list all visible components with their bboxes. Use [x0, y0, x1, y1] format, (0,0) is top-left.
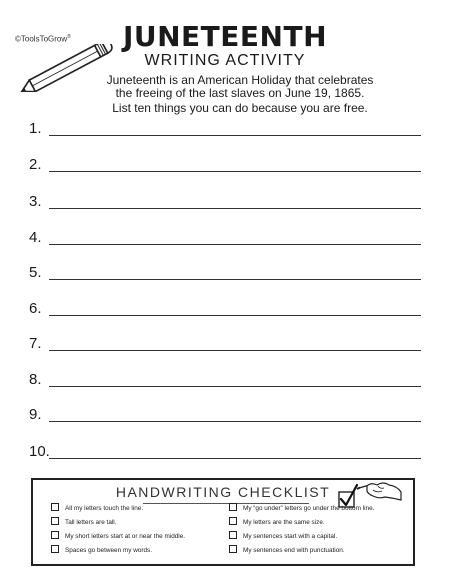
writing-line-7[interactable] [29, 336, 421, 352]
checkbox[interactable] [229, 531, 237, 539]
checklist-item-label: My letters are the same size. [243, 519, 325, 526]
writing-line-5[interactable] [29, 265, 421, 281]
checkbox[interactable] [51, 503, 59, 511]
answer-line[interactable] [49, 350, 421, 351]
checklist-title: HANDWRITING CHECKLIST [115, 484, 331, 500]
handwriting-checklist [31, 478, 415, 566]
checklist-item-label: All my letters touch the line. [65, 505, 144, 512]
checklist-item [51, 517, 117, 527]
line-number: 2. [29, 156, 42, 173]
intro-text [60, 74, 420, 100]
answer-line[interactable] [49, 171, 421, 172]
line-number: 5. [29, 264, 42, 281]
copyright-text: ©ToolsToGrow [15, 34, 68, 44]
answer-line[interactable] [49, 386, 421, 387]
writing-line-10[interactable] [29, 444, 421, 460]
answer-line[interactable] [49, 279, 421, 280]
instruction-text: List ten things you can do because you are free. [112, 101, 368, 115]
registered-mark: ® [67, 34, 71, 40]
writing-line-3[interactable] [29, 194, 421, 210]
checklist-item [51, 531, 185, 541]
answer-line[interactable] [49, 458, 421, 459]
writing-line-9[interactable] [29, 407, 421, 423]
page-title: JUNETEENTH [122, 20, 328, 53]
checklist-item [229, 531, 337, 541]
intro-line-2: the freeing of the last slaves on June 19, 1865. [115, 86, 365, 100]
checkbox[interactable] [229, 545, 237, 553]
answer-line[interactable] [49, 135, 421, 136]
line-number: 8. [29, 371, 42, 388]
checklist-item-label: Spaces go between my words. [65, 547, 153, 554]
checklist-item-label: My sentences end with punctuation. [243, 547, 345, 554]
line-number: 1. [29, 120, 42, 137]
checklist-item-label: My “go under” letters go under the bottom line. [243, 505, 375, 512]
checkbox[interactable] [229, 503, 237, 511]
checkbox[interactable] [229, 517, 237, 525]
writing-line-4[interactable] [29, 230, 421, 246]
checklist-item-label: Tall letters are tall. [65, 519, 117, 526]
line-number: 3. [29, 193, 42, 210]
checklist-item [51, 503, 143, 513]
answer-line[interactable] [49, 315, 421, 316]
answer-line[interactable] [49, 208, 421, 209]
checkbox[interactable] [51, 545, 59, 553]
writing-line-6[interactable] [29, 301, 421, 317]
writing-line-8[interactable] [29, 372, 421, 388]
answer-line[interactable] [49, 244, 421, 245]
line-number: 9. [29, 406, 42, 423]
intro-line-1: Juneteenth is an American Holiday that celebrates [106, 73, 374, 87]
writing-line-1[interactable] [29, 121, 421, 137]
checklist-item [229, 545, 345, 555]
checklist-item-label: My short letters start at or near the middle. [65, 533, 186, 540]
line-number: 4. [29, 229, 42, 246]
checkbox[interactable] [51, 531, 59, 539]
line-number: 6. [29, 300, 42, 317]
checklist-item [229, 503, 374, 513]
answer-line[interactable] [49, 421, 421, 422]
writing-line-2[interactable] [29, 157, 421, 173]
checkbox[interactable] [51, 517, 59, 525]
checklist-item [51, 545, 152, 555]
line-number: 10. [29, 443, 50, 460]
checklist-item-label: My sentences start with a capital. [243, 533, 338, 540]
page-subtitle: WRITING ACTIVITY [144, 52, 306, 69]
line-number: 7. [29, 335, 42, 352]
checklist-item [229, 517, 325, 527]
